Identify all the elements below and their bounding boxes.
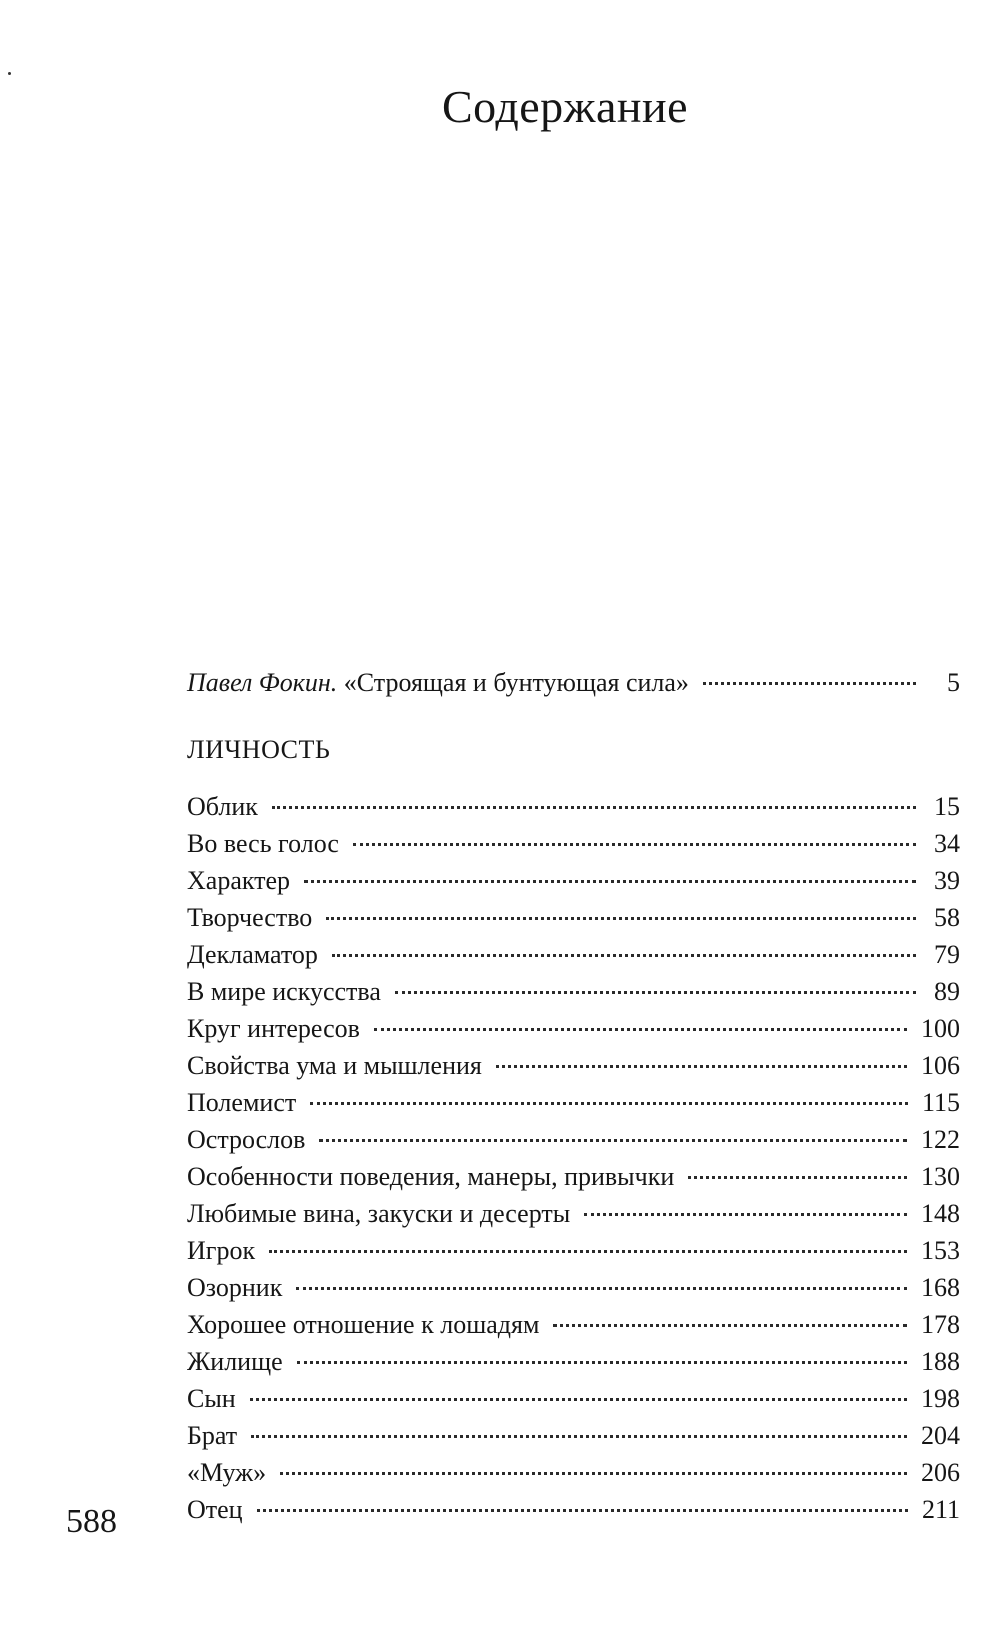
- dot-leader: [250, 1398, 907, 1401]
- dot-leader: [304, 880, 916, 883]
- toc-entry-label: Творчество: [187, 903, 313, 932]
- toc-entry-page: 58: [934, 903, 960, 932]
- toc-entry-label: Острослов: [187, 1125, 306, 1154]
- toc-entry-intro[interactable]: [187, 668, 960, 698]
- toc-entry-label: Игрок: [187, 1236, 256, 1265]
- dot-leader: [272, 806, 916, 809]
- toc-entry-title: «Строящая и бунтующая сила»: [343, 668, 689, 697]
- toc-entry-page: 34: [934, 829, 960, 858]
- dot-leader: [374, 1028, 907, 1031]
- toc-entry-page: 115: [921, 1088, 960, 1117]
- toc-entry-page: 100: [921, 1014, 960, 1043]
- dot-leader: [280, 1472, 907, 1475]
- toc-entry-page: 15: [934, 792, 960, 821]
- dot-leader: [326, 917, 916, 920]
- toc-entry-page: 148: [921, 1199, 960, 1228]
- toc-entry-page: 168: [921, 1273, 960, 1302]
- page-title: Содержание: [441, 81, 689, 132]
- dot-leader: [332, 954, 916, 957]
- toc-entry-label: Отец: [187, 1495, 243, 1524]
- toc-entry-label: «Муж»: [187, 1458, 267, 1487]
- toc-entry-label: Любимые вина, закуски и десерты: [187, 1199, 571, 1228]
- dot-leader: [496, 1065, 907, 1068]
- dot-leader: [584, 1213, 907, 1216]
- toc-entry[interactable]: [187, 1495, 960, 1525]
- toc-entry[interactable]: [187, 1310, 960, 1340]
- toc-entry[interactable]: [187, 1236, 960, 1266]
- section-heading: ЛИЧНОСТЬ: [187, 735, 331, 764]
- toc-entry-label: Жилище: [187, 1347, 283, 1376]
- dot-leader: [688, 1176, 907, 1179]
- dot-leader: [251, 1435, 907, 1438]
- toc-entry-page: 5: [947, 668, 960, 697]
- toc-entry-page: 204: [921, 1421, 960, 1450]
- toc-entry-label: Во весь голос: [187, 829, 339, 858]
- toc-entry-label: Свойства ума и мышления: [187, 1051, 482, 1080]
- toc-entry-page: 122: [921, 1125, 960, 1154]
- toc-entry-page: 178: [921, 1310, 960, 1339]
- toc-entry-page: 206: [921, 1458, 960, 1487]
- toc-entry-label: Круг интересов: [187, 1014, 360, 1043]
- toc-entry-label: Озорник: [187, 1273, 283, 1302]
- toc-entry[interactable]: [187, 1421, 960, 1451]
- toc-entry-page: 211: [921, 1495, 960, 1524]
- toc-entry-label: В мире искусства: [187, 977, 381, 1006]
- toc-entry[interactable]: [187, 1125, 960, 1155]
- toc-entry[interactable]: [187, 829, 960, 859]
- dot-leader: [296, 1287, 907, 1290]
- toc-entry-label: Хорошее отношение к лошадям: [187, 1310, 540, 1339]
- toc-entry[interactable]: [187, 1088, 960, 1118]
- toc-entry-label: Сын: [187, 1384, 236, 1413]
- toc-entry-page: 39: [934, 866, 960, 895]
- scan-speck: [8, 72, 11, 75]
- toc-entry-page: 79: [934, 940, 960, 969]
- toc-entry-page: 89: [934, 977, 960, 1006]
- dot-leader: [319, 1139, 907, 1142]
- toc-entry[interactable]: [187, 977, 960, 1007]
- toc-entry-author: Павел Фокин.: [187, 668, 338, 697]
- toc-entry[interactable]: [187, 1162, 960, 1192]
- toc-entry[interactable]: [187, 1458, 960, 1488]
- dot-leader: [703, 682, 916, 685]
- toc-entry[interactable]: [187, 903, 960, 933]
- dot-leader: [257, 1509, 908, 1512]
- toc-entry[interactable]: [187, 940, 960, 970]
- toc-entry[interactable]: [187, 1051, 960, 1081]
- toc-entry[interactable]: [187, 792, 960, 822]
- toc-entry-label: Брат: [187, 1421, 238, 1450]
- dot-leader: [310, 1102, 908, 1105]
- toc-entry[interactable]: [187, 1273, 960, 1303]
- toc-entry-page: 198: [921, 1384, 960, 1413]
- dot-leader: [269, 1250, 907, 1253]
- dot-leader: [553, 1324, 907, 1327]
- dot-leader: [395, 991, 916, 994]
- page-number: 588: [66, 1503, 117, 1540]
- dot-leader: [353, 843, 916, 846]
- toc-entry-label: Облик: [187, 792, 258, 821]
- toc-entry-label: Характер: [187, 866, 291, 895]
- toc-entry-page: 130: [921, 1162, 960, 1191]
- toc-entry-page: 106: [921, 1051, 960, 1080]
- toc-entry-page: 188: [921, 1347, 960, 1376]
- toc-entry[interactable]: [187, 1199, 960, 1229]
- toc-entry-label: Декламатор: [187, 940, 318, 969]
- toc-entry[interactable]: [187, 1347, 960, 1377]
- dot-leader: [297, 1361, 907, 1364]
- toc-entry-page: 153: [921, 1236, 960, 1265]
- toc-entry-label: [187, 668, 689, 698]
- toc-entry-label: Полемист: [187, 1088, 297, 1117]
- toc-entry-label: Особенности поведения, манеры, привычки: [187, 1162, 675, 1191]
- toc-entry[interactable]: [187, 866, 960, 896]
- toc-entry[interactable]: [187, 1014, 960, 1044]
- toc-entry[interactable]: [187, 1384, 960, 1414]
